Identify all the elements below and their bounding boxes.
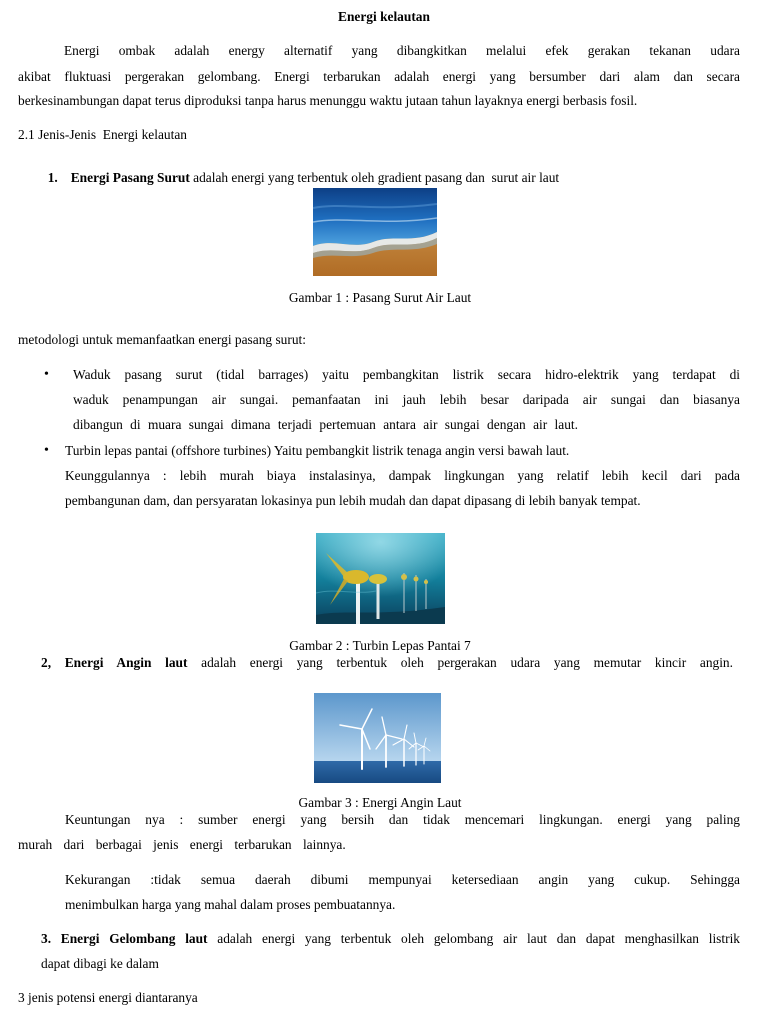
bullet-1-line-2: waduk penampungan air sungai. pemanfaatan ini jauh lebih besar daripada air sungai dan biasanya bbox=[73, 392, 740, 407]
page-title: Energi kelautan bbox=[338, 9, 430, 24]
list-item-3 bbox=[41, 931, 740, 947]
list-item-3-line-2: dapat dibagi ke dalam bbox=[41, 956, 159, 971]
bullet-1-line-3: dibangun di muara sungai dimana terjadi pertemuan antara air sungai dengan air laut. bbox=[73, 417, 578, 432]
list-item-1 bbox=[41, 154, 559, 186]
kekurangan-line-2: menimbulkan harga yang mahal dalam proses pembuatannya. bbox=[65, 897, 396, 912]
underwater-turbines-photo bbox=[316, 533, 445, 624]
keuntungan-line-2: murah dari berbagai jenis energi terbarukan lainnya. bbox=[18, 837, 346, 852]
offshore-wind-turbines-photo bbox=[314, 693, 441, 783]
bullet-2-line-3: pembangunan dam, dan persyaratan lokasinya pun lebih mudah dan dapat dipasang di lebih banyak tempat. bbox=[65, 493, 641, 508]
intro-line-3: berkesinambungan dapat terus diproduksi tanpa harus menunggu waktu jutaan tahun layaknya energi berbasis fosil. bbox=[18, 93, 638, 108]
list-item-2-term: 2, Energi Angin laut bbox=[41, 655, 188, 670]
figure-3-caption: Gambar 3 : Energi Angin Laut bbox=[298, 795, 462, 810]
section-heading: 2.1 Jenis-Jenis Energi kelautan bbox=[18, 127, 187, 142]
methodology-text: metodologi untuk memanfaatkan energi pasang surut: bbox=[18, 332, 306, 347]
list-item-1-text: adalah energi yang terbentuk oleh gradient pasang dan surut air laut bbox=[189, 170, 560, 185]
list-item-2-text: adalah energi yang terbentuk oleh pergerakan udara yang memutar kincir angin. bbox=[187, 655, 733, 670]
closing-line: 3 jenis potensi energi diantaranya bbox=[18, 990, 198, 1005]
ocean-shore-image bbox=[313, 188, 437, 276]
list-item-2 bbox=[41, 655, 733, 671]
list-item-1-term: Energi Pasang Surut bbox=[70, 170, 190, 185]
kekurangan-line-1: Kekurangan :tidak semua daerah dibumi mempunyai ketersediaan angin yang cukup. Sehingga bbox=[65, 872, 740, 887]
underwater-turbines-image bbox=[316, 533, 445, 624]
keuntungan-line-1: Keuntungan nya : sumber energi yang bersih dan tidak mencemari lingkungan. energi yang paling bbox=[65, 812, 740, 827]
bullet-2-line-2: Keunggulannya : lebih murah biaya instalasinya, dampak lingkungan yang relatif lebih kecil dari pada bbox=[65, 468, 740, 483]
list-item-3-text: adalah energi yang terbentuk oleh gelombang air laut dan dapat menghasilkan listrik bbox=[207, 931, 740, 946]
bullet-2-marker: • bbox=[44, 443, 49, 458]
figure-2-caption: Gambar 2 : Turbin Lepas Pantai 7 bbox=[289, 638, 471, 653]
offshore-wind-image bbox=[314, 693, 441, 783]
list-item-3-term: 3. Energi Gelombang laut bbox=[41, 931, 208, 946]
intro-line-1: Energi ombak adalah energy alternatif yang dibangkitkan melalui efek gerakan tekanan udara bbox=[64, 43, 740, 58]
bullet-1-line-1: Waduk pasang surut (tidal barrages) yaitu pembangkitan listrik secara hidro-elektrik yang terdapat di bbox=[73, 367, 740, 382]
figure-1-caption: Gambar 1 : Pasang Surut Air Laut bbox=[288, 290, 472, 305]
list-item-1-number: 1. bbox=[47, 170, 58, 185]
bullet-1-marker: • bbox=[44, 367, 49, 382]
bullet-2-line-1: Turbin lepas pantai (offshore turbines) Yaitu pembangkit listrik tenaga angin versi bawah laut. bbox=[65, 443, 570, 458]
ocean-shore-photo bbox=[313, 188, 437, 276]
intro-line-2: akibat fluktuasi pergerakan gelombang. Energi terbarukan adalah energi yang bersumber dari alam dan secara bbox=[18, 69, 740, 84]
